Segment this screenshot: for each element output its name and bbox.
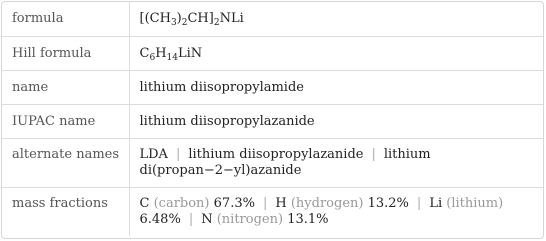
separator: | — [371, 146, 376, 162]
separator: | — [416, 195, 422, 211]
hill-formula-text: $C_6H_{14}LiN$ — [139, 45, 203, 63]
properties-table — [2, 2, 543, 236]
properties-table-frame — [1, 1, 544, 239]
row-value-alternate-names — [129, 138, 543, 187]
alternate-name: lithium di(propan−2−yl)azanide — [139, 146, 431, 178]
row-value-hill-formula — [129, 36, 543, 70]
row-label-formula: formula — [2, 2, 129, 36]
mass-fraction-nitrogen: N (nitrogen) 13.1% — [201, 211, 329, 227]
mass-fraction-carbon: C (carbon) 67.3% — [139, 195, 255, 211]
table-row-alternate-names — [2, 138, 543, 187]
row-label-hill-formula: Hill formula — [2, 36, 129, 70]
row-label-name: name — [2, 70, 129, 104]
row-label-alternate-names: alternate names — [2, 138, 129, 187]
alternate-name: LDA — [139, 146, 168, 162]
mass-fraction-hydrogen: H (hydrogen) 13.2% — [275, 195, 409, 211]
table-row-formula — [2, 2, 543, 36]
row-value-formula — [129, 2, 543, 36]
table-row-mass-fractions — [2, 187, 543, 236]
row-value-iupac-name: lithium diisopropylazanide — [129, 104, 543, 138]
separator: | — [188, 211, 194, 227]
row-label-mass-fractions: mass fractions — [2, 187, 129, 236]
mass-fraction-lithium: Li (lithium) 6.48% — [139, 195, 504, 227]
separator: | — [175, 146, 181, 162]
mass-fractions-list — [140, 188, 544, 228]
formula-text: $[(CH_3)_2CH]_2NLi$ — [139, 11, 244, 28]
table-row-iupac-name — [2, 104, 543, 138]
row-value-name: lithium diisopropylamide — [129, 70, 543, 104]
table-row-hill-formula — [2, 36, 543, 70]
row-label-iupac-name: IUPAC name — [2, 104, 129, 138]
row-value-mass-fractions — [129, 187, 543, 236]
table-row-name — [2, 70, 543, 104]
alternate-names-list — [140, 139, 544, 179]
alternate-name: lithium diisopropylazanide — [188, 146, 364, 162]
separator: | — [262, 195, 268, 211]
